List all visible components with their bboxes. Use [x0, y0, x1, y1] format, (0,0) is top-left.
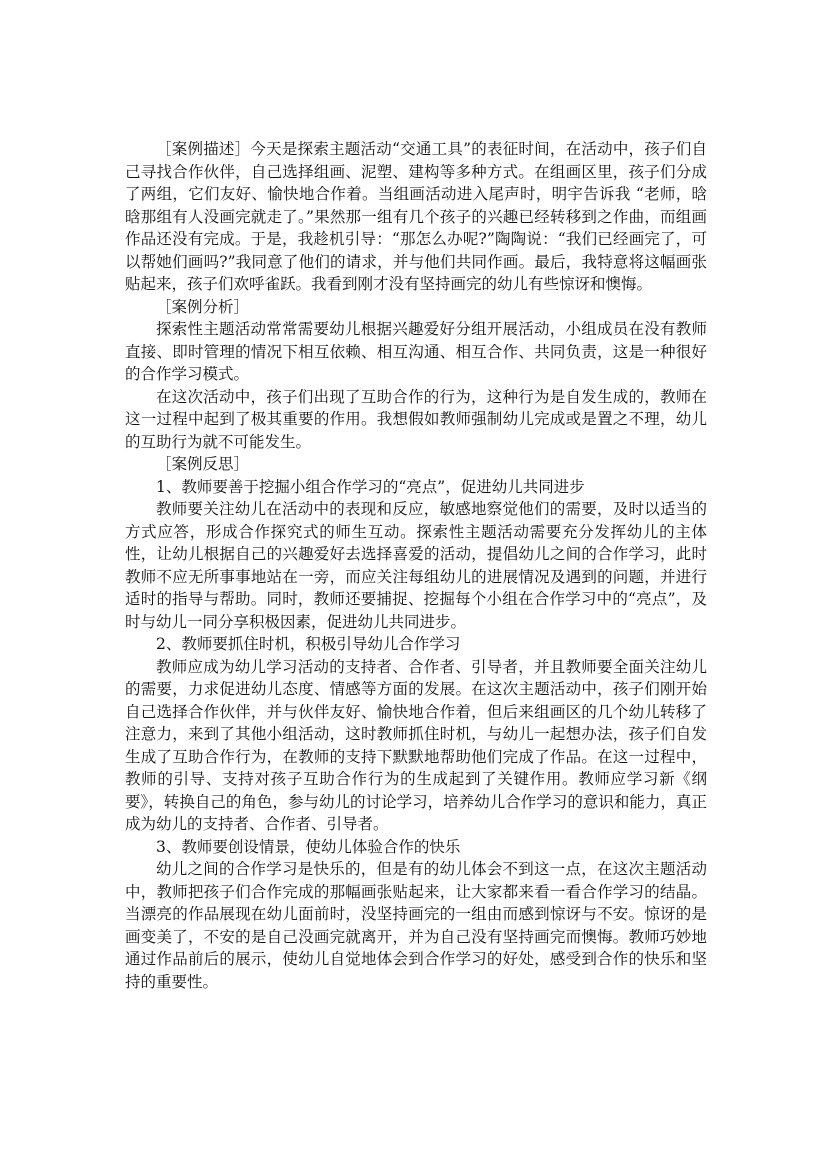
case-analysis-paragraph-2: 在这次活动中，孩子们出现了互助合作的行为，这种行为是自发生成的，教师在这一过程中起到了极其重要的作用。我想假如教师强制幼儿完成或是置之不理，幼儿的互助行为就不可能发生。: [125, 387, 707, 451]
reflection-point-1-body: 教师要关注幼儿在活动中的表现和反应，敏感地察觉他们的需要，及时以适当的方式应答，形成合作探究式的师生互动。探索性主题活动需要充分发挥幼儿的主体性，让幼儿根据自己的兴趣爱好去选择喜爱的活动，提倡幼儿之间的合作学习，此时教师不应无所事事地站在一旁，而应关注每组幼儿的进展情况及遇到的问题，并进行适时的指导与帮助。同时，教师还要捕捉、挖掘每个小组在合作学习中的“亮点”，及时与幼儿一同分享积极因素，促进幼儿共同进步。: [125, 500, 707, 631]
reflection-point-2-heading: 2、教师要抓住时机，积极引导幼儿合作学习: [156, 635, 461, 653]
reflection-point-2-body: 教师应成为幼儿学习活动的支持者、合作者、引导者，并且教师要全面关注幼儿的需要，力求促进幼儿态度、情感等方面的发展。在这次主题活动中，孩子们刚开始自己选择合作伙伴，并与伙伴友好、愉快地合作着，但后来组画区的几个幼儿转移了注意力，来到了其他小组活动，这时教师抓住时机，与幼儿一起想办法，孩子们自发生成了互助合作行为，在教师的支持下默默地帮助他们完成了作品。在这一过程中，教师的引导、支持对孩子互助合作行为的生成起到了关键作用。教师应学习新《纲要》，转换自己的角色，参与幼儿的讨论学习，培养幼儿合作学习的意识和能力，真正成为幼儿的支持者、合作者、引导者。: [125, 657, 707, 833]
case-analysis-heading: ［案例分析］: [156, 297, 250, 316]
case-analysis-paragraph-1: 探索性主题活动常常需要幼儿根据兴趣爱好分组开展活动，小组成员在没有教师直接、即时管理的情况下相互依赖、相互沟通、相互合作、共同负责，这是一种很好的合作学习模式。: [125, 320, 707, 383]
reflection-point-3-body: 幼儿之间的合作学习是快乐的，但是有的幼儿体会不到这一点，在这次主题活动中，教师把孩子们合作完成的那幅画张贴起来，让大家都来看一看合作学习的结晶。当漂亮的作品展现在幼儿面前时，没坚持画完的一组由而感到惊讶与不安。惊讶的是画变美了，不安的是自己没画完就离开，并为自己没有坚持画完而懊悔。教师巧妙地通过作品前后的展示，使幼儿自觉地体会到合作学习的好处，感受到合作的快乐和坚持的重要性。: [125, 860, 707, 991]
case-description-paragraph: ［案例描述］今天是探索主题活动“交通工具”的表征时间，在活动中，孩子们自己寻找合作伙伴，自己选择组画、泥塑、建构等多种方式。在组画区里，孩子们分成了两组，它们友好、愉快地合作着。当组画活动进入尾声时，明宇告诉我 “老师，晗晗那组有人没画完就走了。”果然那一组有几个孩子的兴趣已经转移到之作曲，而组画作品还没有完成。于是，我趁机引导：“那怎么办呢?”陶陶说：“我们已经画完了，可以帮她们画吗?”我同意了他们的请求，并与他们共同作画。最后，我特意将这幅画张贴起来，孩子们欢呼雀跃。我看到刚才没有坚持画完的幼儿有些惊讶和懊悔。: [125, 140, 707, 293]
reflection-point-3-heading: 3、教师要创设情景，使幼儿体验合作的快乐: [156, 837, 461, 856]
document-page: [125, 138, 707, 993]
reflection-point-1-heading: 1、教师要善于挖掘小组合作学习的“亮点”，促进幼儿共同进步: [156, 477, 585, 496]
case-reflection-heading: ［案例反思］: [156, 455, 250, 473]
